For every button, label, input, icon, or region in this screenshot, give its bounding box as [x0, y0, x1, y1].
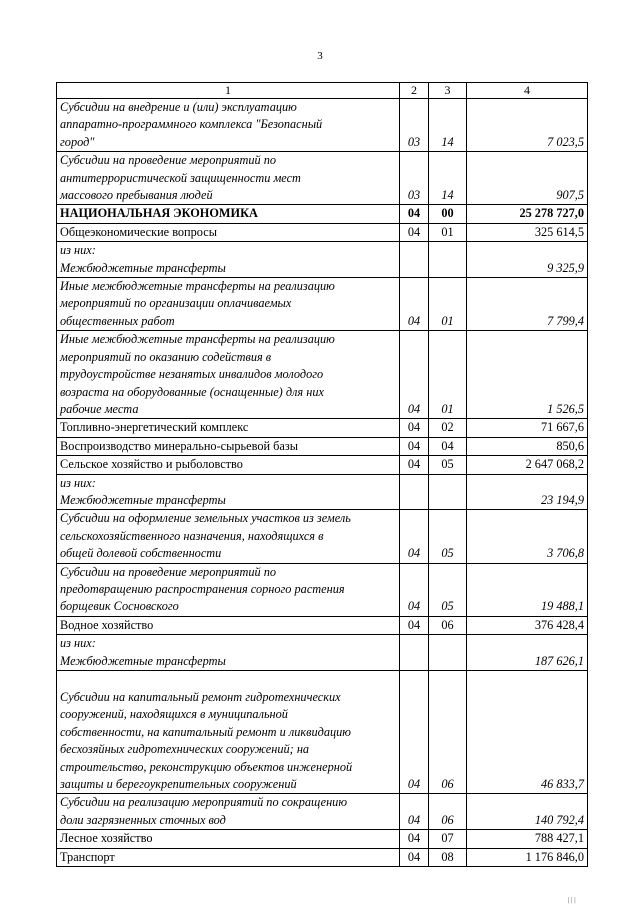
- row-subsection-code: [429, 474, 467, 510]
- page-number: 3: [317, 50, 323, 62]
- row-section-code: 04: [400, 848, 429, 866]
- row-amount: 3 706,8: [467, 510, 588, 563]
- row-subsection-code: 07: [429, 830, 467, 848]
- row-section-code: 04: [400, 510, 429, 563]
- row-section-code: 04: [400, 671, 429, 794]
- row-name-cell: Воспроизводство минерально-сырьевой базы: [57, 437, 400, 455]
- table-row: [57, 242, 588, 278]
- budget-table: [56, 82, 588, 867]
- row-name-cell: Субсидии на оформление земельных участков из земель сельскохозяйственного назначения, находящихся в общей долевой собственности: [57, 510, 400, 563]
- table-row: [57, 794, 588, 830]
- row-name-cell: Субсидии на проведение мероприятий по антитеррористической защищенности мест массового пребывания людей: [57, 152, 400, 205]
- table-row: [57, 635, 588, 671]
- row-section-code: 03: [400, 99, 429, 152]
- row-subsection-code: 02: [429, 419, 467, 437]
- row-amount: 7 799,4: [467, 278, 588, 331]
- table-row: [57, 671, 588, 794]
- table-row: [57, 474, 588, 510]
- row-subsection-code: [429, 242, 467, 278]
- row-name-cell: Иные межбюджетные трансферты на реализацию мероприятий по организации оплачиваемых общественных работ: [57, 278, 400, 331]
- row-subsection-code: 01: [429, 223, 467, 241]
- row-section-code: 04: [400, 223, 429, 241]
- column-header-section: 2: [400, 83, 429, 99]
- table-row: [57, 223, 588, 241]
- row-section-code: [400, 474, 429, 510]
- row-amount: 187 626,1: [467, 635, 588, 671]
- row-subsection-code: [429, 635, 467, 671]
- row-section-code: 03: [400, 152, 429, 205]
- row-section-code: 04: [400, 331, 429, 419]
- row-name-cell: Иные межбюджетные трансферты на реализацию мероприятий по оказанию содействия в трудоустройстве незанятых инвалидов молодого возраста на оборудованные (оснащенные) для них рабочие места: [57, 331, 400, 419]
- row-section-code: 04: [400, 205, 429, 223]
- row-name-cell: из них: Межбюджетные трансферты: [57, 635, 400, 671]
- row-subsection-code: 01: [429, 331, 467, 419]
- row-name-cell: НАЦИОНАЛЬНАЯ ЭКОНОМИКА: [57, 205, 400, 223]
- table-row: [57, 616, 588, 634]
- row-section-code: [400, 635, 429, 671]
- row-section-code: 04: [400, 419, 429, 437]
- table-header-row: [57, 83, 588, 99]
- footer-mark: | | |: [568, 896, 576, 904]
- row-amount: 7 023,5: [467, 99, 588, 152]
- row-subsection-code: 06: [429, 671, 467, 794]
- row-amount: 71 667,6: [467, 419, 588, 437]
- table-row: [57, 419, 588, 437]
- row-amount: 376 428,4: [467, 616, 588, 634]
- row-subsection-code: 14: [429, 152, 467, 205]
- row-name-cell: Субсидии на капитальный ремонт гидротехнических сооружений, находящихся в муниципальной собственности, на капитальный ремонт и ликвидацию бесхозяйных гидротехнических сооружений; на строительство, реконструкцию объектов инженерной защиты и берегоукрепительных сооружений: [57, 671, 400, 794]
- row-section-code: 04: [400, 278, 429, 331]
- row-name-cell: Водное хозяйство: [57, 616, 400, 634]
- table-row: [57, 456, 588, 474]
- table-row: [57, 848, 588, 866]
- row-subsection-code: 05: [429, 563, 467, 616]
- row-section-code: 04: [400, 563, 429, 616]
- table-row: [57, 99, 588, 152]
- row-name-cell: Транспорт: [57, 848, 400, 866]
- row-section-code: 04: [400, 456, 429, 474]
- row-amount: 1 176 846,0: [467, 848, 588, 866]
- row-subsection-code: 06: [429, 794, 467, 830]
- column-header-subsection: 3: [429, 83, 467, 99]
- table-row: [57, 205, 588, 223]
- row-amount: 19 488,1: [467, 563, 588, 616]
- row-subsection-code: 04: [429, 437, 467, 455]
- row-name-cell: из них: Межбюджетные трансферты: [57, 474, 400, 510]
- table-row: [57, 563, 588, 616]
- row-amount: 325 614,5: [467, 223, 588, 241]
- row-amount: 1 526,5: [467, 331, 588, 419]
- row-amount: 2 647 068,2: [467, 456, 588, 474]
- row-subsection-code: 06: [429, 616, 467, 634]
- table-row: [57, 278, 588, 331]
- table-row: [57, 152, 588, 205]
- row-section-code: 04: [400, 616, 429, 634]
- column-header-name: 1: [57, 83, 400, 99]
- row-name-cell: Субсидии на проведение мероприятий по предотвращению распространения сорного растения борщевик Сосновского: [57, 563, 400, 616]
- row-amount: 46 833,7: [467, 671, 588, 794]
- row-name-cell: Сельское хозяйство и рыболовство: [57, 456, 400, 474]
- row-amount: 9 325,9: [467, 242, 588, 278]
- row-subsection-code: 01: [429, 278, 467, 331]
- table-row: [57, 830, 588, 848]
- column-header-amount: 4: [467, 83, 588, 99]
- row-subsection-code: 05: [429, 510, 467, 563]
- row-name-cell: Лесное хозяйство: [57, 830, 400, 848]
- row-name-cell: Общеэкономические вопросы: [57, 223, 400, 241]
- table-row: [57, 331, 588, 419]
- row-section-code: 04: [400, 437, 429, 455]
- row-amount: 25 278 727,0: [467, 205, 588, 223]
- row-subsection-code: 00: [429, 205, 467, 223]
- row-name-cell: Субсидии на внедрение и (или) эксплуатацию аппаратно-программного комплекса "Безопасный город": [57, 99, 400, 152]
- row-amount: 850,6: [467, 437, 588, 455]
- row-name-cell: Топливно-энергетический комплекс: [57, 419, 400, 437]
- row-section-code: 04: [400, 830, 429, 848]
- row-name-cell: из них: Межбюджетные трансферты: [57, 242, 400, 278]
- table-row: [57, 437, 588, 455]
- row-subsection-code: 05: [429, 456, 467, 474]
- row-section-code: [400, 242, 429, 278]
- row-subsection-code: 14: [429, 99, 467, 152]
- row-amount: 23 194,9: [467, 474, 588, 510]
- row-section-code: 04: [400, 794, 429, 830]
- table-row: [57, 510, 588, 563]
- row-name-cell: Субсидии на реализацию мероприятий по сокращению доли загрязненных сточных вод: [57, 794, 400, 830]
- row-amount: 788 427,1: [467, 830, 588, 848]
- row-amount: 140 792,4: [467, 794, 588, 830]
- row-amount: 907,5: [467, 152, 588, 205]
- row-subsection-code: 08: [429, 848, 467, 866]
